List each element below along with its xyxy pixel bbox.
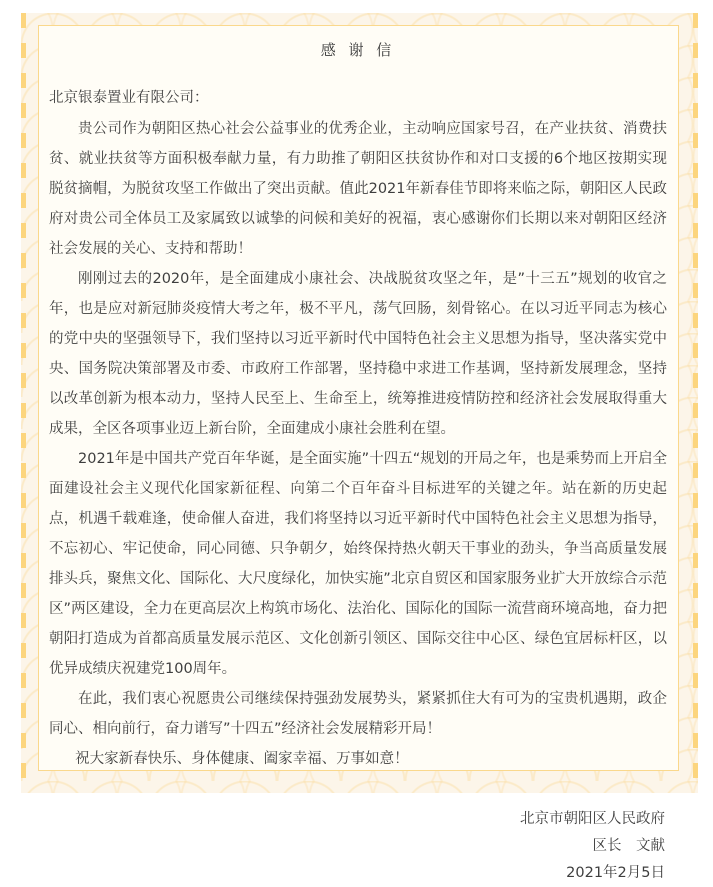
right-decorative-stripe [693, 13, 698, 793]
letter-frame [21, 13, 698, 881]
letter-signature [49, 806, 667, 887]
letter-paragraph-4: 在此，我们衷心祝愿贵公司继续保持强劲发展势头，紧紧抓住大有可为的宝贵机遇期，政企同心、相向前行，奋力谱写”十四五”经济社会发展精彩开局！ [49, 691, 667, 737]
letter-paragraph-2: 刚刚过去的2020年，是全面建成小康社会、决战脱贫攻坚之年，是”十三五”规划的收官之年，也是应对新冠肺炎疫情大考之年，极不平凡，荡气回肠，刻骨铭心。在以习近平同志为核心的党中央的坚强领导下，我们坚持以习近平新时代中国特色社会主义思想为指导，坚决落实党中央、国务院决策部署及市委、市政府工作部署，坚持稳中求进工作基调，坚持新发展理念，坚持以改革创新为根本动力，坚持人民至上、生命至上，统筹推进疫情防控和经济社会发展取得重大成果，全区各项事业迈上新台阶，全面建成小康社会胜利在望。 [49, 271, 667, 437]
letter-salutation: 北京银泰置业有限公司： [49, 90, 209, 106]
signature-signer: 区长 文献 [592, 838, 665, 854]
signature-organization: 北京市朝阳区人民政府 [520, 811, 665, 827]
signature-date: 2021年2月5日 [566, 865, 665, 881]
letter-title: 感 谢 信 [320, 41, 396, 59]
letter-paragraph-3: 2021年是中国共产党百年华诞，是全面实施”十四五“规划的开局之年，也是乘势而上开启全面建设社会主义现代化国家新征程、向第二个百年奋斗目标进军的关键之年。站在新的历史起点，机遇千载难逢，使命催人奋进，我们将坚持以习近平新时代中国特色社会主义思想为指导，不忘初心、牢记使命，同心同德、只争朝夕，始终保持热火朝天干事业的劲头，争当高质量发展排头兵，聚焦文化、国际化、大尺度绿化，加快实施”北京自贸区和国家服务业扩大开放综合示范区”两区建设，全力在更高层次上构筑市场化、法治化、国际化的国际一流营商环境高地，奋力把朝阳打造成为首都高质量发展示范区、文化创新引领区、国际交往中心区、绿色宜居标杆区，以优异成绩庆祝建党100周年。 [49, 451, 667, 677]
left-decorative-stripe [21, 13, 26, 793]
letter-paragraph-1: 贵公司作为朝阳区热心社会公益事业的优秀企业，主动响应国家号召，在产业扶贫、消费扶贫、就业扶贫等方面积极奉献力量，有力助推了朝阳区扶贫协作和对口支援的6个地区按期实现脱贫摘帽，为脱贫攻坚工作做出了突出贡献。值此2021年新春佳节即将来临之际，朝阳区人民政府对贵公司全体员工及家属致以诚挚的问候和美好的祝福，衷心感谢你们长期以来对朝阳区经济社会发展的关心、支持和帮助！ [49, 121, 667, 257]
thank-you-letter [38, 25, 679, 881]
letter-closing: 祝大家新春快乐、身体健康、阖家幸福、万事如意！ [75, 751, 409, 767]
